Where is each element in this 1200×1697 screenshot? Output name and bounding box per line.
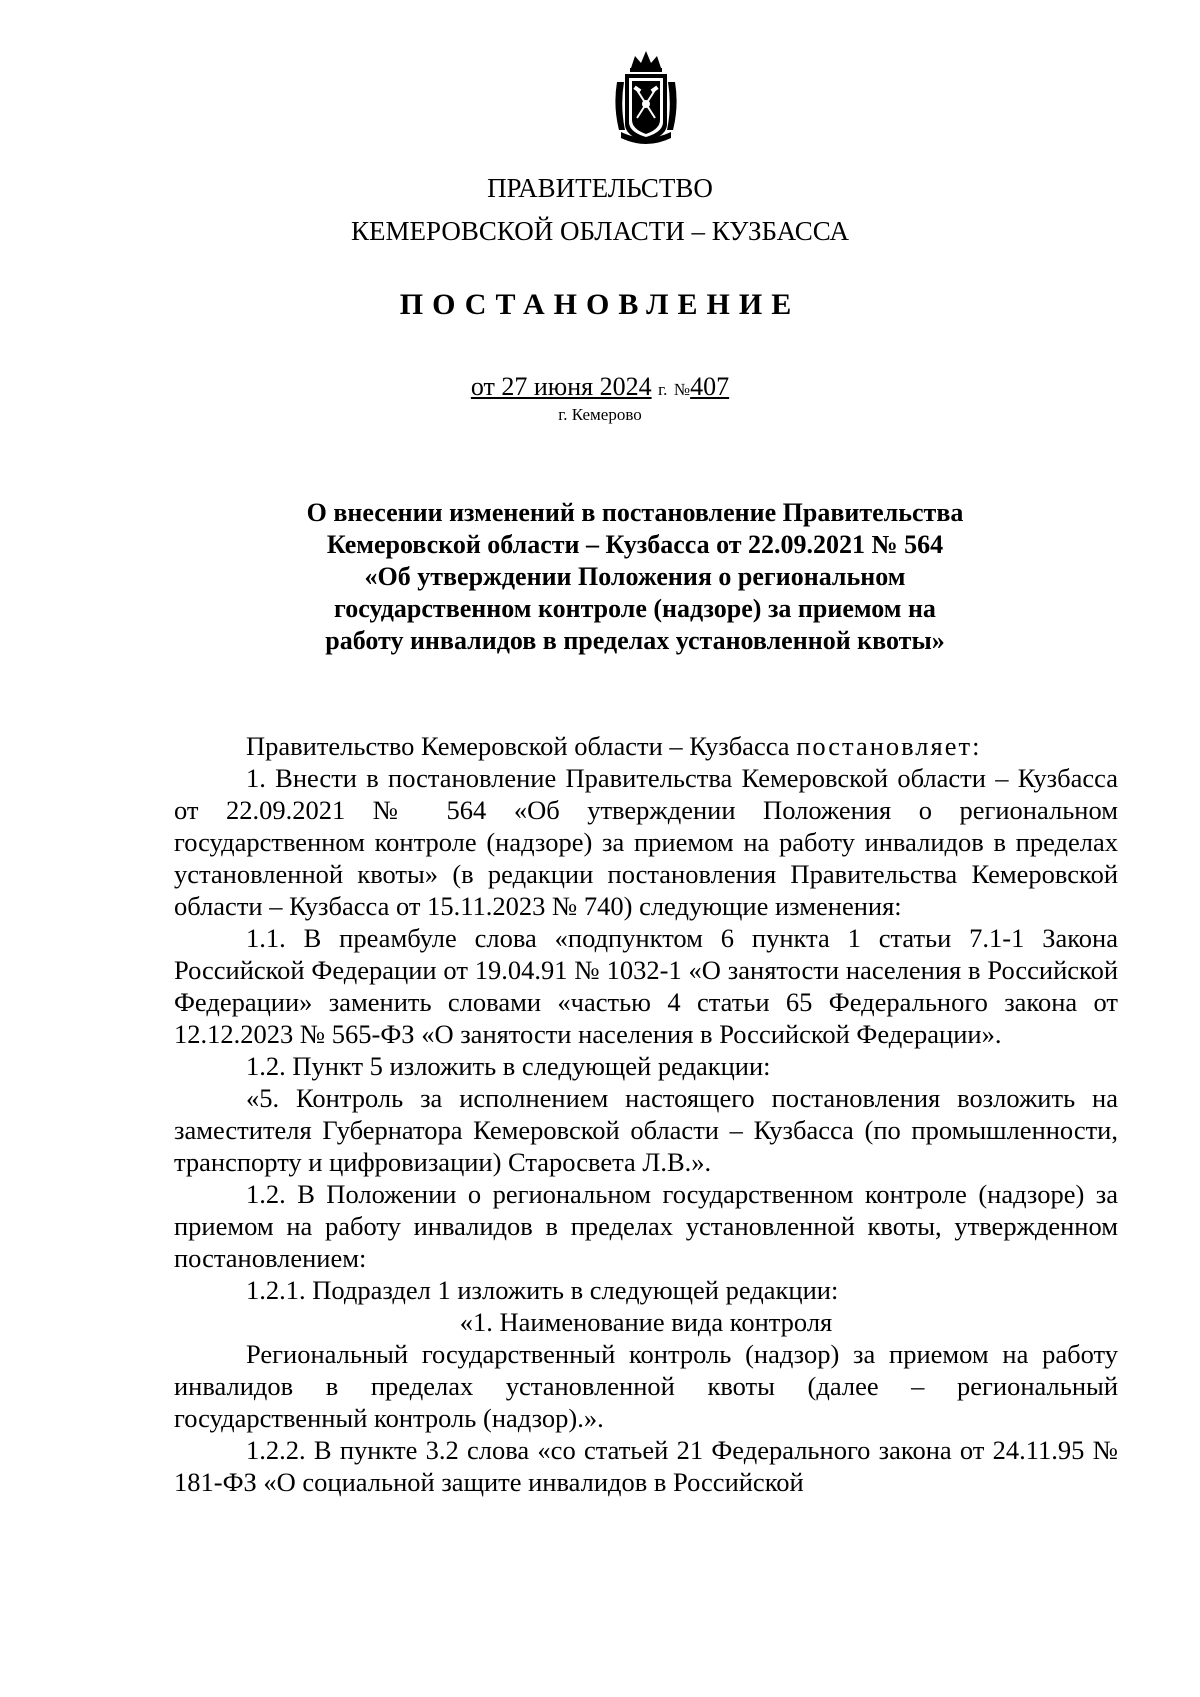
title-line: «Об утверждении Положения о региональном: [364, 562, 906, 591]
paragraph: 1.2. Пункт 5 изложить в следующей редакции:: [246, 1051, 771, 1081]
intro-resolves: постановляет: [796, 731, 973, 761]
title-line: работу инвалидов в пределах установленной квоты»: [325, 626, 945, 655]
year-abbrev: г.: [658, 380, 668, 399]
subsection-heading: «1. Наименование вида контроля: [459, 1307, 833, 1337]
document-body: [174, 730, 1118, 1498]
intro-colon: :: [972, 731, 980, 761]
paragraph: 1.2.1. Подраздел 1 изложить в следующей редакции:: [246, 1275, 839, 1305]
number-sign: №: [673, 380, 691, 399]
government-name-line1: ПРАВИТЕЛЬСТВО: [487, 173, 713, 203]
document-title: [250, 497, 1020, 657]
city: г. Кемерово: [558, 405, 642, 424]
title-line: государственном контроле (надзоре) за приемом на: [334, 594, 936, 623]
title-line: О внесении изменений в постановление Правительства: [306, 498, 964, 527]
document-date: от 27 июня 2024: [470, 372, 652, 401]
document-type: ПОСТАНОВЛЕНИЕ: [399, 288, 801, 321]
intro-paragraph: [174, 730, 1118, 762]
government-name-line2: КЕМЕРОВСКОЙ ОБЛАСТИ – КУЗБАССА: [351, 216, 849, 246]
paragraph: 1.2.2. В пункте 3.2 слова «со статьей 21 Федерального закона от 24.11.95 № 181-ФЗ «О социальной защите инвалидов в Российской: [174, 1435, 1118, 1497]
paragraph: Региональный государственный контроль (надзор) за приемом на работу инвалидов в пределах установленной квоты (далее – региональный государственный контроль (надзор).».: [174, 1339, 1118, 1433]
title-line: Кемеровской области – Кузбасса от 22.09.2021 № 564: [326, 530, 944, 559]
paragraph: 1. Внести в постановление Правительства Кемеровской области – Кузбасса от 22.09.2021 № 564 «Об утверждении Положения о региональном государственном контроле (надзоре) за приемом на работу инвалидов в пределах установленной квоты» (в редакции постановления Правительства Кемеровской области – Кузбасса от 15.11.2023 № 740) следующие изменения:: [174, 763, 1118, 921]
paragraph: 1.2. В Положении о региональном государственном контроле (надзоре) за приемом на работу инвалидов в пределах установленной квоты, утвержденном постановлением:: [174, 1179, 1118, 1273]
paragraph: 1.1. В преамбуле слова «подпунктом 6 пункта 1 статьи 7.1-1 Закона Российской Федерации от 19.04.91 № 1032-1 «О занятости населения в Российской Федерации» заменить словами «частью 4 статьи 65 Федерального закона от 12.12.2023 № 565-ФЗ «О занятости населения в Российской Федерации».: [174, 923, 1118, 1049]
intro-text: Правительство Кемеровской области – Кузбасса: [246, 731, 797, 761]
paragraph: «5. Контроль за исполнением настоящего постановления возложить на заместителя Губернатора Кемеровской области – Кузбасса (по промышленности, транспорту и цифровизации) Старосвета Л.В.».: [174, 1083, 1118, 1177]
coat-of-arms-icon: [611, 46, 681, 146]
date-number-line: [0, 372, 1200, 402]
document-number: 407: [690, 372, 730, 401]
